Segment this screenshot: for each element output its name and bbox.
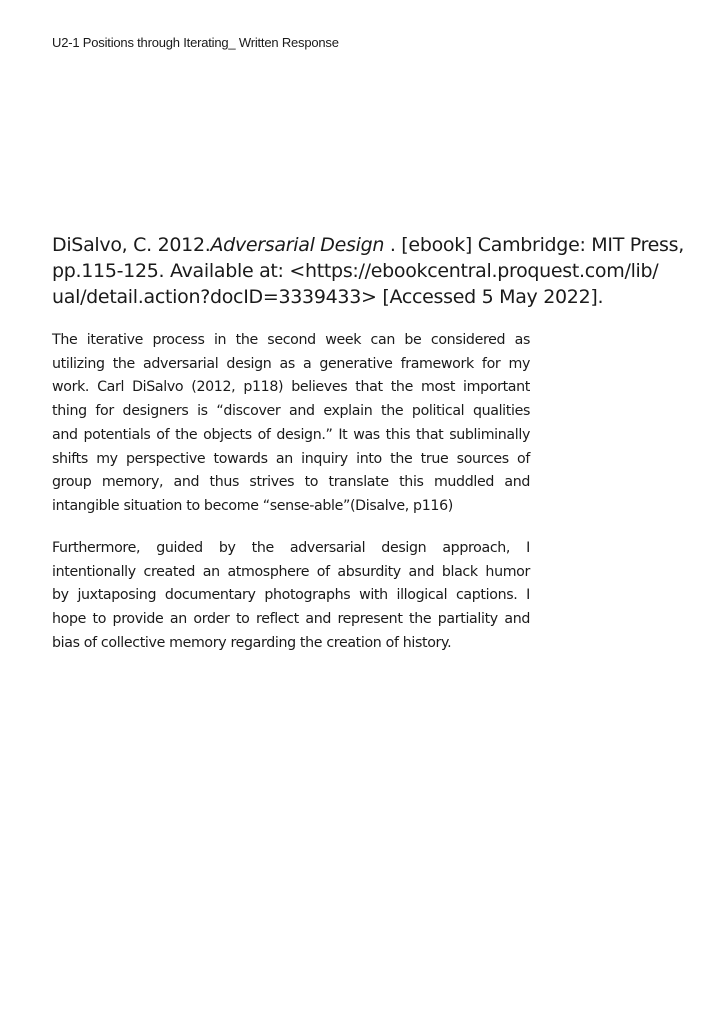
citation-line-2: pp.115-125. Available at: <https://ebookcentral.proquest.com/lib/ bbox=[52, 260, 659, 282]
paragraph-2-line: intentionally created an atmosphere of absurdity and black humor bbox=[52, 563, 530, 580]
paragraph-2-line: by juxtaposing documentary photographs with illogical captions. I bbox=[52, 587, 530, 604]
paragraph-1-line: intangible situation to become “sense-able”(Disalve, p116) bbox=[52, 497, 453, 514]
citation-author-year: DiSalvo, C. 2012. bbox=[52, 234, 211, 256]
paragraph-2-line: bias of collective memory regarding the creation of history. bbox=[52, 634, 452, 651]
paragraph-1-line: The iterative process in the second week can be considered as bbox=[52, 332, 530, 348]
paragraph-1-line: utilizing the adversarial design as a generative framework for my bbox=[52, 355, 530, 372]
citation-line-3: ual/detail.action?docID=3339433> [Accessed 5 May 2022]. bbox=[52, 286, 604, 308]
paragraph-1 bbox=[52, 329, 530, 519]
paragraph-1-line: work. Carl DiSalvo (2012, p118) believes that the most important bbox=[52, 379, 530, 396]
paragraph-1-line: shifts my perspective towards an inquiry into the true sources of bbox=[52, 450, 530, 467]
citation-publisher: . [ebook] Cambridge: MIT Press, bbox=[384, 234, 684, 256]
paragraph-2 bbox=[52, 537, 530, 656]
paragraph-2-line: Furthermore, guided by the adversarial design approach, I bbox=[52, 540, 530, 556]
paragraph-2-line: hope to provide an order to reflect and represent the partiality and bbox=[52, 611, 530, 628]
paragraph-1-line: thing for designers is “discover and explain the political qualities bbox=[52, 403, 530, 420]
citation-line-1 bbox=[52, 232, 692, 258]
citation-reference bbox=[52, 232, 692, 310]
page-header: U2-1 Positions through Iterating_ Written Response bbox=[52, 35, 339, 50]
paragraph-1-line: group memory, and thus strives to translate this muddled and bbox=[52, 474, 530, 491]
paragraph-1-line: and potentials of the objects of design.” It was this that subliminally bbox=[52, 426, 530, 443]
citation-book-title: Adversarial Design bbox=[210, 234, 385, 256]
